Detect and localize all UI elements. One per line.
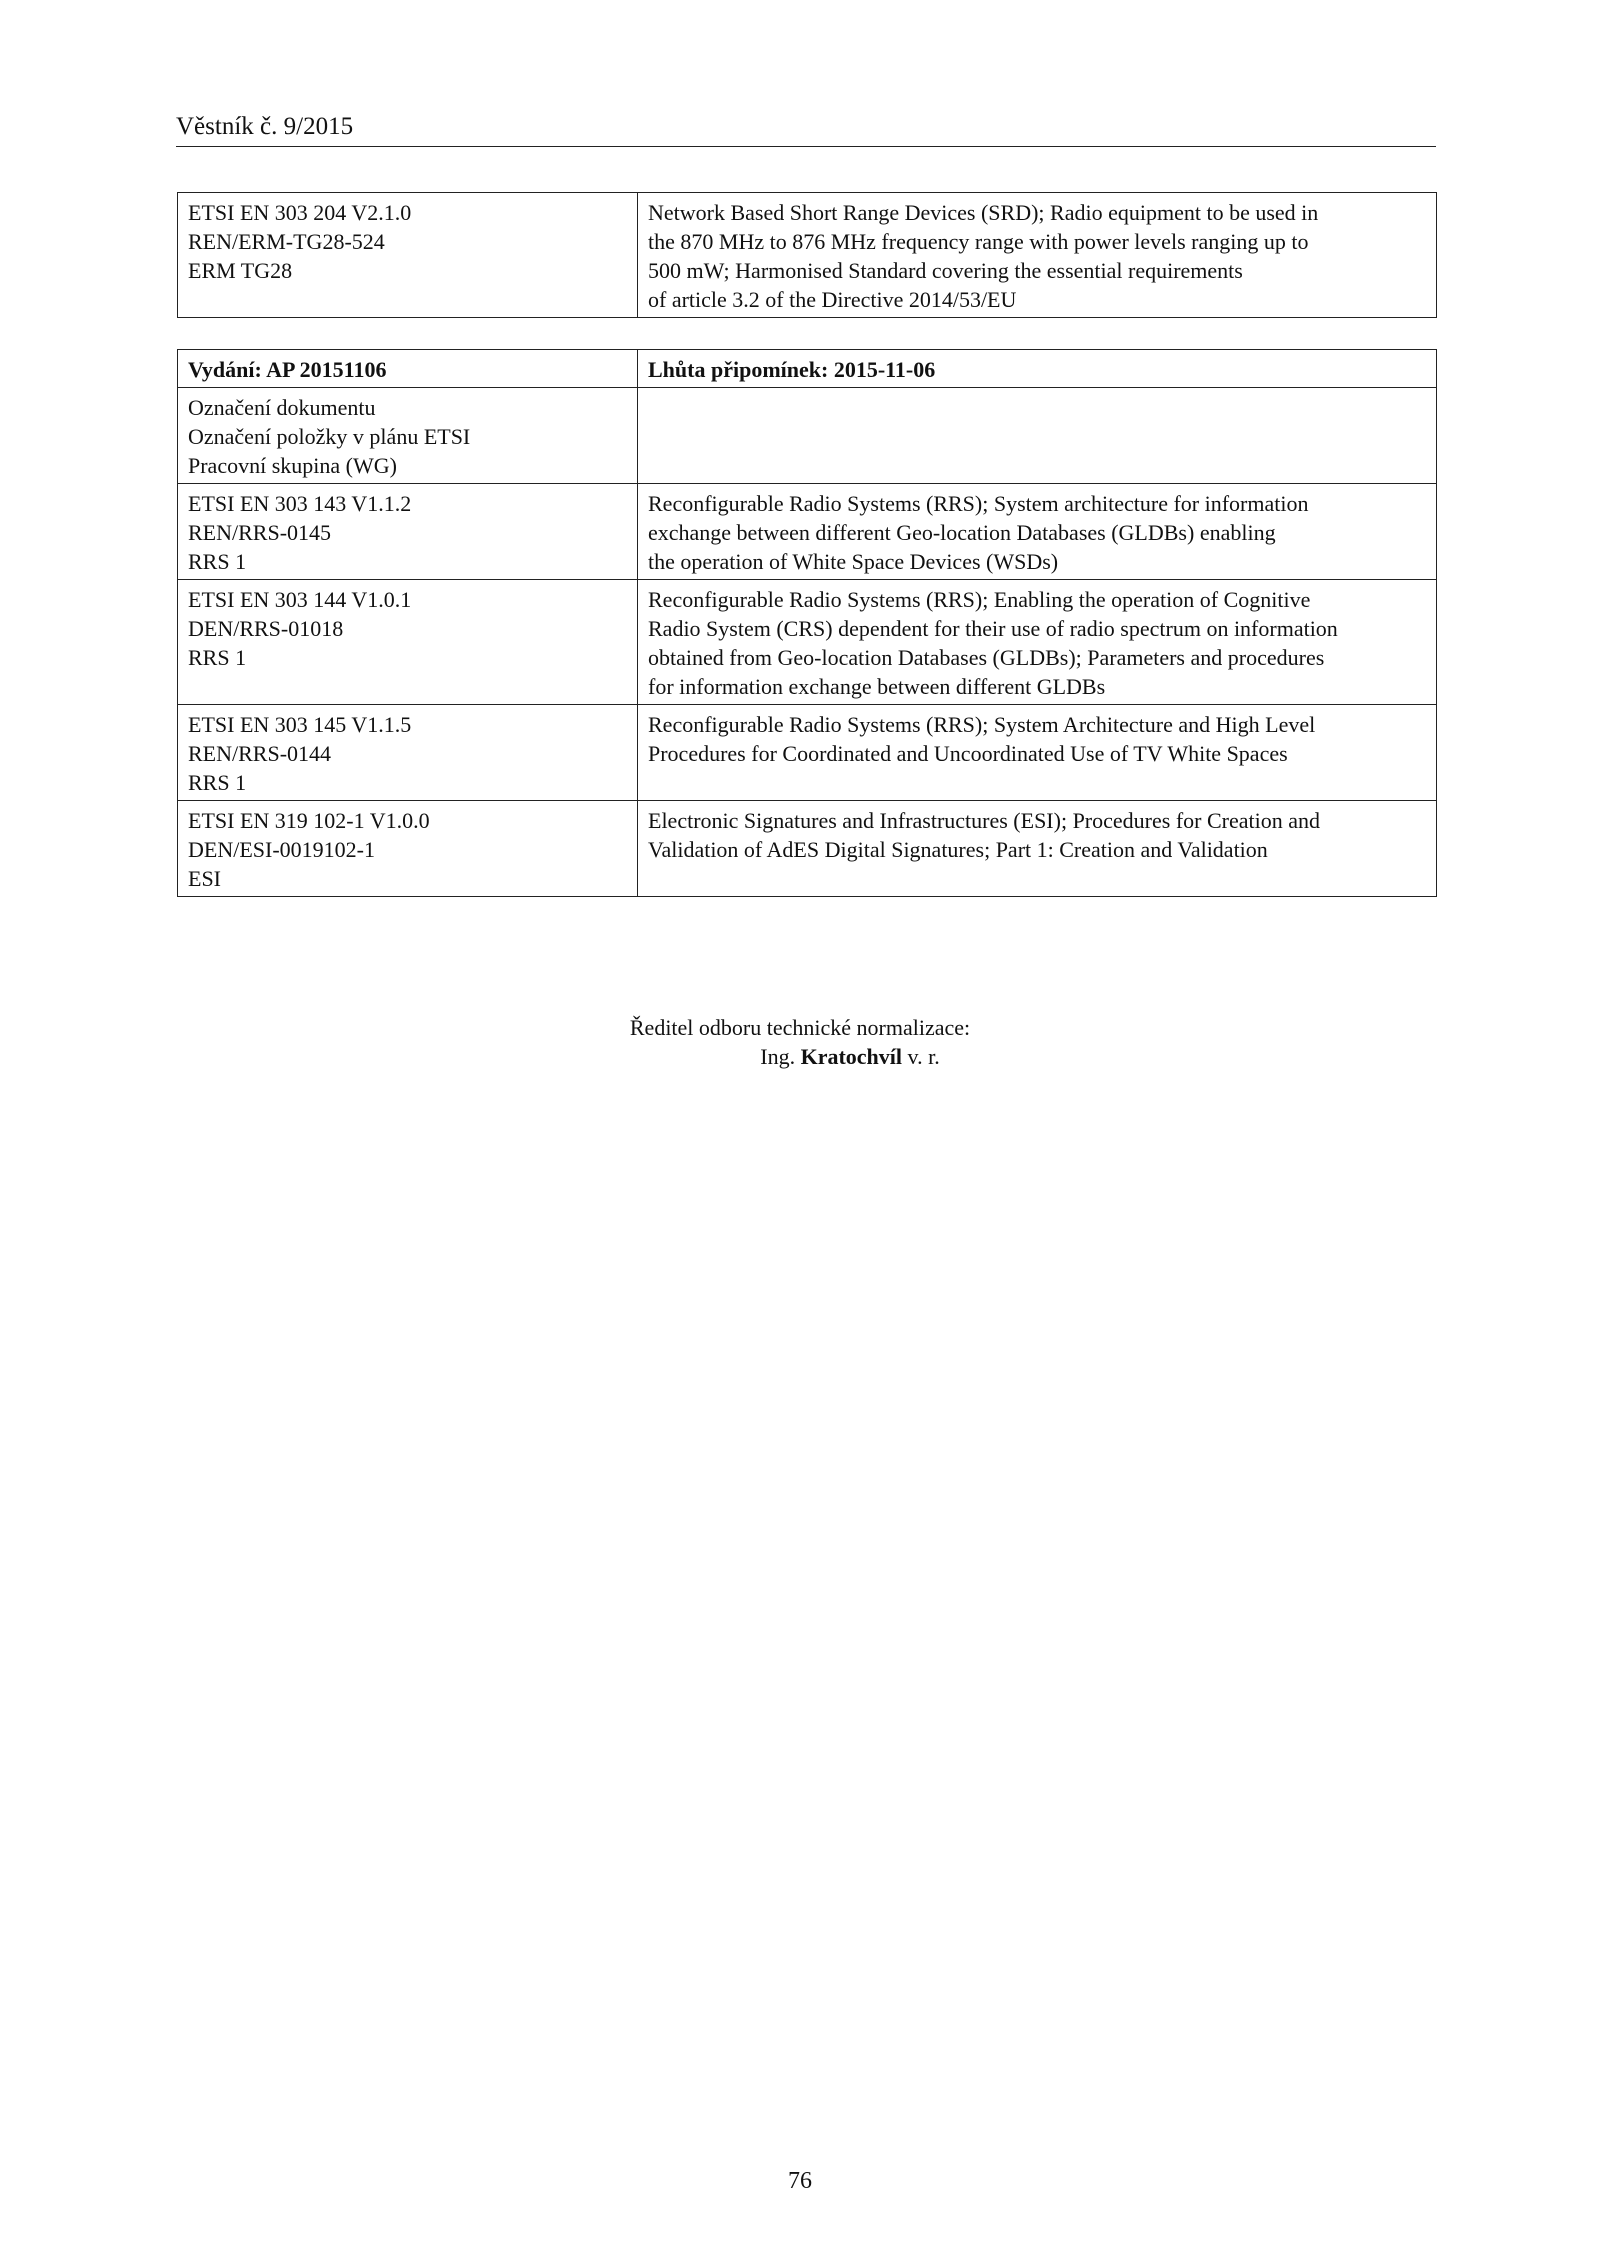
standard-title-cell [638,801,1437,897]
identifier-line: ETSI EN 303 145 V1.1.5 [188,712,412,737]
column-labels [178,388,638,484]
standard-identifier-cell [178,193,638,318]
title-line: the 870 MHz to 876 MHz frequency range with power levels ranging up to [648,229,1309,254]
label-working-group: Pracovní skupina (WG) [188,453,397,478]
table-row [178,484,1437,580]
identifier-line: DEN/RRS-01018 [188,616,344,641]
standard-identifier-cell [178,580,638,705]
title-line: 500 mW; Harmonised Standard covering the essential requirements [648,258,1243,283]
identifier-line: REN/RRS-0145 [188,520,332,545]
page-header [176,112,1436,147]
title-line: Reconfigurable Radio Systems (RRS); System Architecture and High Level [648,712,1316,737]
identifier-line: ERM TG28 [188,258,293,283]
table-row [178,801,1437,897]
standard-title-cell [638,705,1437,801]
signature-name: Kratochvíl [800,1044,903,1069]
title-line: Radio System (CRS) dependent for their use of radio spectrum on information [648,616,1338,641]
signature-suffix: v. r. [907,1044,940,1069]
standard-identifier-cell [178,484,638,580]
identifier-line: ETSI EN 319 102-1 V1.0.0 [188,808,430,833]
signature-role: Ředitel odboru technické normalizace: [629,1015,971,1040]
identifier-line: ETSI EN 303 143 V1.1.2 [188,491,412,516]
title-line: for information exchange between different GLDBs [648,674,1106,699]
comment-deadline-label: Lhůta připomínek: 2015-11-06 [638,350,1437,388]
empty-cell [638,388,1437,484]
identifier-line: RRS 1 [188,770,247,795]
standards-table-1 [177,192,1437,318]
table-row [178,705,1437,801]
standard-title-cell [638,193,1437,318]
title-line: Validation of AdES Digital Signatures; Part 1: Creation and Validation [648,837,1268,862]
title-line: Electronic Signatures and Infrastructures (ESI); Procedures for Creation and [648,808,1320,833]
label-etsi-plan-item: Označení položky v plánu ETSI [188,424,471,449]
identifier-line: DEN/ESI-0019102-1 [188,837,375,862]
table-header-row [178,350,1437,388]
identifier-line: ESI [188,866,221,891]
title-line: of article 3.2 of the Directive 2014/53/EU [648,287,1017,312]
identifier-line: REN/ERM-TG28-524 [188,229,385,254]
identifier-line: RRS 1 [188,645,247,670]
identifier-line: RRS 1 [188,549,247,574]
table-row [178,193,1437,318]
title-line: exchange between different Geo-location Databases (GLDBs) enabling [648,520,1276,545]
identifier-line: REN/RRS-0144 [188,741,332,766]
table-labels-row [178,388,1437,484]
page-number: 76 [788,2168,812,2194]
table-row [178,580,1437,705]
identifier-line: ETSI EN 303 144 V1.0.1 [188,587,412,612]
title-line: Network Based Short Range Devices (SRD); Radio equipment to be used in [648,200,1319,225]
title-line: Reconfigurable Radio Systems (RRS); System architecture for information [648,491,1309,516]
standard-identifier-cell [178,801,638,897]
standards-table-2 [177,349,1437,897]
signature-name-line [0,1042,1600,1071]
standard-title-cell [638,580,1437,705]
standard-identifier-cell [178,705,638,801]
signature-prefix: Ing. [760,1044,796,1069]
identifier-line: ETSI EN 303 204 V2.1.0 [188,200,412,225]
title-line: the operation of White Space Devices (WSDs) [648,549,1059,574]
label-document-id: Označení dokumentu [188,395,376,420]
title-line: obtained from Geo-location Databases (GLDBs); Parameters and procedures [648,645,1325,670]
bulletin-title: Věstník č. 9/2015 [176,113,354,140]
title-line: Reconfigurable Radio Systems (RRS); Enabling the operation of Cognitive [648,587,1311,612]
title-line: Procedures for Coordinated and Uncoordinated Use of TV White Spaces [648,741,1288,766]
standard-title-cell [638,484,1437,580]
issue-label: Vydání: AP 20151106 [178,350,638,388]
